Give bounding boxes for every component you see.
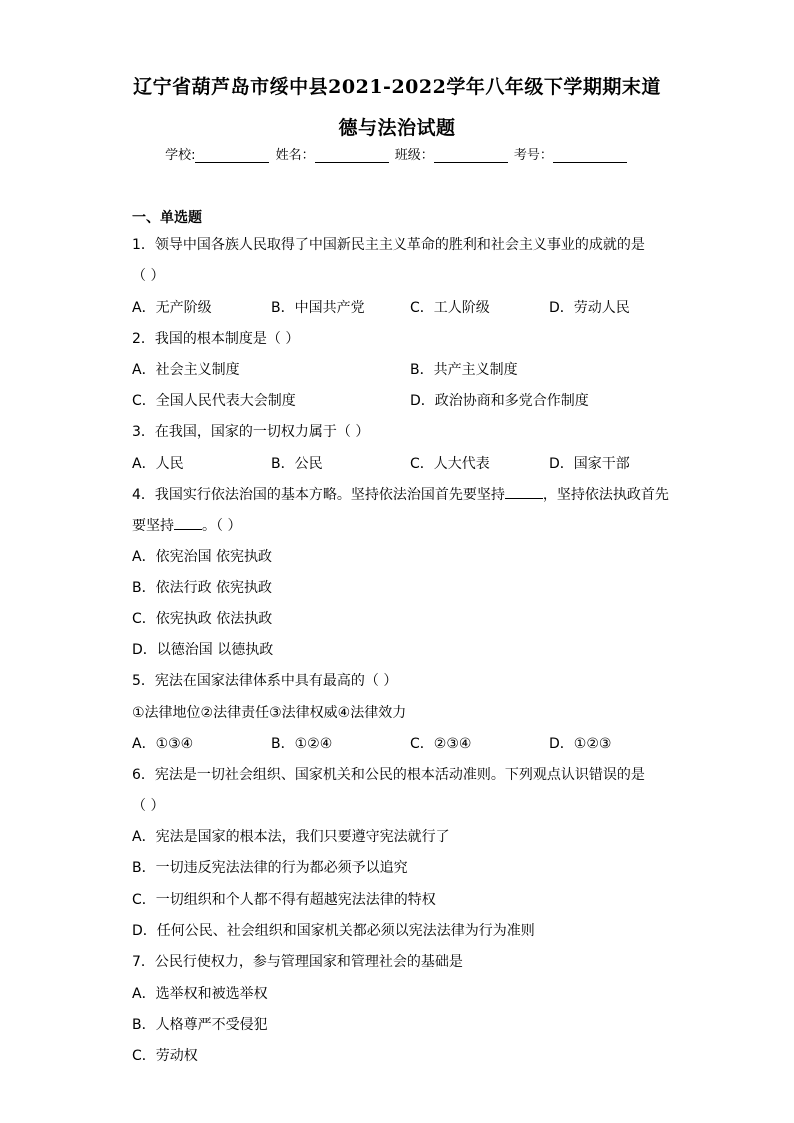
question-3-option-a[interactable]: A．人民 [132, 456, 184, 472]
question-1-option-b[interactable]: B．中国共产党 [271, 300, 365, 316]
question-4-option-b[interactable]: B．依法行政 依宪执政 [132, 580, 273, 596]
question-7-option-c[interactable]: C．劳动权 [132, 1048, 198, 1064]
question-6-stem-cont: （ ） [132, 798, 165, 814]
question-6-stem: 6．宪法是一切社会组织、国家机关和公民的根本活动准则。下列观点认识错误的是 [132, 767, 645, 783]
question-3-option-c[interactable]: C．人大代表 [410, 456, 490, 472]
question-2-option-c[interactable]: C．全国人民代表大会制度 [132, 393, 296, 409]
question-2-option-d[interactable]: D．政治协商和多党合作制度 [410, 393, 589, 409]
student-info-row [0, 144, 794, 163]
class-blank[interactable] [434, 149, 508, 163]
question-5-option-d[interactable]: D．①②③ [549, 736, 612, 752]
question-3-option-b[interactable]: B．公民 [271, 456, 323, 472]
question-1-option-d[interactable]: D．劳动人民 [549, 300, 630, 316]
question-5-option-a[interactable]: A．①③④ [132, 736, 194, 752]
question-7-option-a[interactable]: A．选举权和被选举权 [132, 986, 268, 1002]
question-1-option-a[interactable]: A．无产阶级 [132, 300, 212, 316]
question-4-stem-part2: ，坚持依法执政首先 [542, 487, 669, 503]
class-label: 班级： [394, 148, 434, 163]
question-4-option-d[interactable]: D．以德治国 以德执政 [132, 642, 274, 658]
exam-title-line2: 德与法治试题 [338, 117, 456, 139]
question-4-stem-part3: 要坚持 [132, 518, 174, 534]
name-label: 姓名： [275, 148, 315, 163]
question-6-option-d[interactable]: D．任何公民、社会组织和国家机关都必须以宪法法律为行为准则 [132, 923, 535, 939]
number-blank[interactable] [553, 149, 627, 163]
question-1-option-c[interactable]: C．工人阶级 [410, 300, 490, 316]
question-4-option-c[interactable]: C．依宪执政 依法执政 [132, 611, 273, 627]
question-6-option-b[interactable]: B．一切违反宪法法律的行为都必须予以追究 [132, 860, 408, 876]
question-5-stem: 5．宪法在国家法律体系中具有最高的（ ） [132, 673, 398, 689]
number-label: 考号： [513, 148, 553, 163]
question-4-stem-part1: 4．我国实行依法治国的基本方略。坚持依法治国首先要坚持 [132, 487, 505, 503]
question-2-option-b[interactable]: B．共产主义制度 [410, 362, 518, 378]
question-2-stem: 2．我国的根本制度是（ ） [132, 331, 300, 347]
question-4-option-a[interactable]: A．依宪治国 依宪执政 [132, 549, 273, 565]
question-7-option-b[interactable]: B．人格尊严不受侵犯 [132, 1017, 268, 1033]
section-title: 一、单选题 [132, 210, 202, 226]
name-blank[interactable] [315, 149, 389, 163]
school-blank[interactable] [195, 149, 269, 163]
question-2-option-a[interactable]: A．社会主义制度 [132, 362, 240, 378]
question-6-option-a[interactable]: A．宪法是国家的根本法，我们只要遵守宪法就行了 [132, 829, 450, 845]
question-6-option-c[interactable]: C．一切组织和个人都不得有超越宪法法律的特权 [132, 892, 436, 908]
question-5-statements: ①法律地位②法律责任③法律权威④法律效力 [132, 705, 407, 721]
question-4-blank-1 [505, 486, 543, 499]
question-3-stem: 3．在我国，国家的一切权力属于（ ） [132, 424, 370, 440]
question-3-option-d[interactable]: D．国家干部 [549, 456, 630, 472]
question-7-stem: 7．公民行使权力，参与管理国家和管理社会的基础是 [132, 954, 463, 970]
school-label: 学校: [165, 148, 196, 163]
question-4-stem [132, 484, 669, 504]
question-4-stem-cont [132, 515, 241, 535]
question-5-option-c[interactable]: C．②③④ [410, 736, 472, 752]
question-4-blank-2 [174, 517, 202, 530]
exam-title-line1: 辽宁省葫芦岛市绥中县2021-2022学年八年级下学期期末道 [133, 76, 661, 98]
question-5-option-b[interactable]: B．①②④ [271, 736, 333, 752]
question-1-stem-cont: （ ） [132, 268, 165, 284]
question-1-stem: 1．领导中国各族人民取得了中国新民主主义革命的胜利和社会主义事业的成就的是 [132, 237, 645, 253]
question-4-stem-part4: 。（ ） [202, 518, 242, 534]
